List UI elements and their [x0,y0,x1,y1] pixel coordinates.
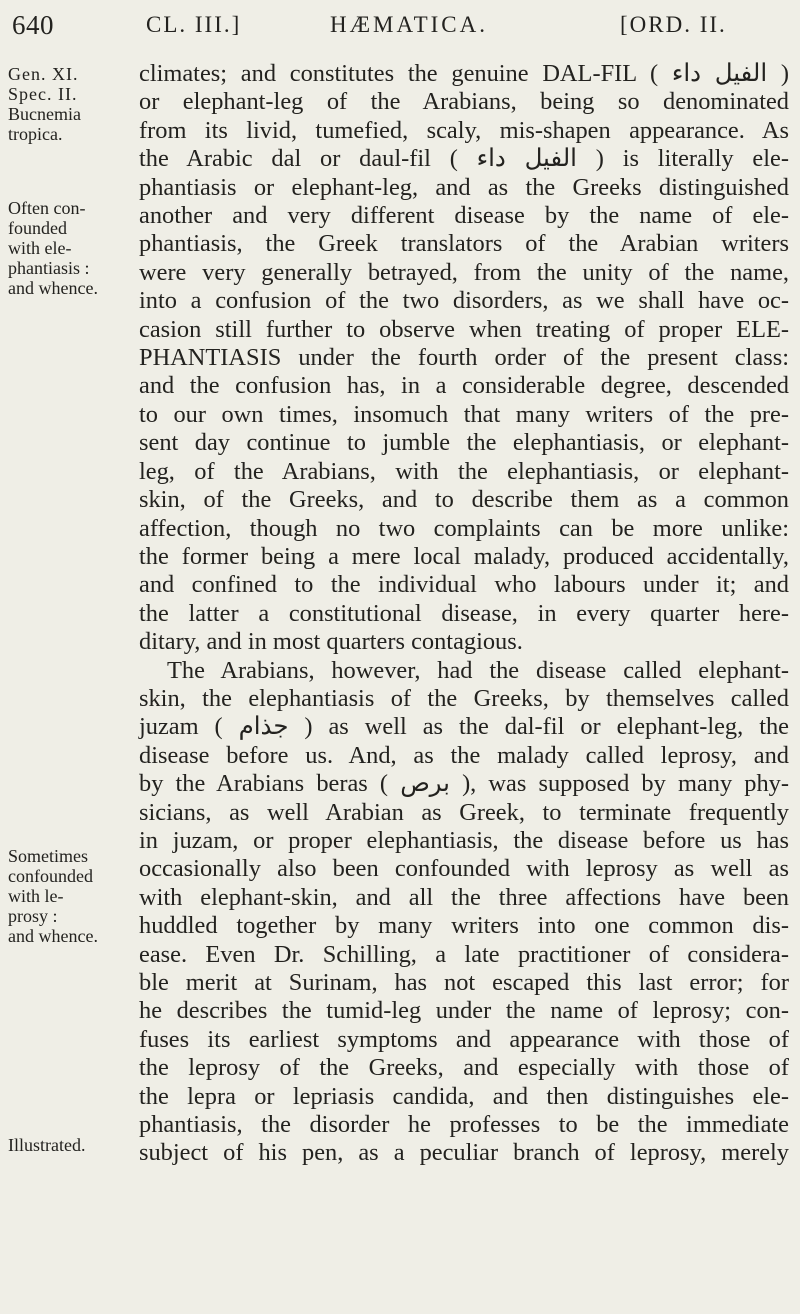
text-line: affection, though no two complaints can be more unlike: [139,514,789,542]
page-number: 640 [12,10,54,40]
margin-line: Illustrated. [8,1135,86,1155]
text-line: occasionally also been confounded with leprosy as well as [139,855,789,883]
margin-line: prosy : [8,906,58,926]
text-line: The Arabians, however, had the disease called elephant- [167,656,789,684]
text-line: by the Arabians beras ( برص ), was supposed by many phy- [139,770,789,798]
margin-note-leprosy [8,846,118,946]
margin-line: tropica. [8,124,63,144]
text-line: from its livid, tumefied, scaly, mis-shapen appearance. As [139,116,789,144]
text-line: ble merit at Surinam, has not escaped this last error; for [139,969,789,996]
margin-line: Sometimes [8,846,88,866]
text-line: with elephant-skin, and all the three affections have been [139,883,789,911]
text-line: into a confusion of the two disorders, as we shall have oc- [139,287,789,315]
running-header [0,10,800,50]
text-line: juzam ( جذام ) as well as the dal-fil or elephant-leg, the [139,713,789,741]
text-line: and confined to the individual who labours under it; and [139,571,789,599]
text-line: were very generally betrayed, from the unity of the name, [139,258,789,286]
margin-line: phantiasis : [8,258,90,278]
paragraph [139,60,789,657]
margin-line: and whence. [8,926,98,946]
text-line: and the confusion has, in a considerable degree, descended [139,372,789,400]
margin-line: confounded [8,866,93,886]
text-line: the latter a constitutional disease, in every quarter here- [139,599,789,627]
text-line: sent day continue to jumble the elephantiasis, or elephant- [139,429,789,457]
text-line: the leprosy of the Greeks, and especially with those of [139,1054,789,1082]
text-line: skin, the elephantiasis of the Greeks, by themselves called [139,684,789,712]
text-line: fuses its earliest symptoms and appearance with those of [139,1025,789,1053]
text-line: ditary, and in most quarters contagious. [139,628,523,656]
body-text [139,60,789,1168]
paragraph [139,657,789,1168]
text-line: subject of his pen, as a peculiar branch of leprosy, merely [139,1139,789,1167]
text-line: skin, of the Greeks, and to describe them as a common [139,486,789,514]
text-line: PHANTIASIS under the fourth order of the present class: [139,344,789,372]
text-line: or elephant-leg of the Arabians, being so denominated [139,88,789,116]
text-line: the Arabic dal or daul-fil ( الفيل داء ) is literally ele- [139,145,789,173]
text-line: he describes the tumid-leg under the name of leprosy; con- [139,997,789,1025]
text-line: another and very different disease by the name of ele- [139,202,789,230]
text-line: the lepra or lepriasis candida, and then distinguishes ele- [139,1082,789,1110]
text-line: the former being a mere local malady, produced accidentally, [139,542,789,570]
chapter-reference: CL. III.] [146,12,242,37]
text-line: leg, of the Arabians, with the elephantiasis, or elephant- [139,457,789,485]
text-line: phantiasis, the disorder he professes to be the immediate [139,1111,789,1139]
text-line: casion still further to observe when treating of proper ELE- [139,315,789,343]
margin-line: with ele- [8,238,72,258]
margin-note-illustrated [8,1135,118,1155]
text-line: ease. Even Dr. Schilling, a late practitioner of considera- [139,940,789,968]
text-line: sicians, as well Arabian as Greek, to terminate frequently [139,798,789,826]
margin-line: Often con- [8,198,86,218]
margin-line: and whence. [8,278,98,298]
margin-note-genus [8,64,118,144]
margin-line: Spec. II. [8,84,78,104]
text-line: to our own times, insomuch that many writers of the pre- [139,400,789,428]
margin-line: founded [8,218,67,238]
text-line: phantiasis or elephant-leg, and as the Greeks distinguished [139,173,789,201]
margin-line: with le- [8,886,64,906]
text-line: phantiasis, the Greek translators of the Arabian writers [139,230,789,258]
margin-note-elephantiasis [8,198,118,298]
margin-line: Gen. XI. [8,64,79,84]
text-line: disease before us. And, as the malady called leprosy, and [139,741,789,769]
text-line: climates; and constitutes the genuine DAL-FIL ( الفيل داء ) [139,60,789,87]
margin-line: Bucnemia [8,104,81,124]
text-line: huddled together by many writers into one common dis- [139,912,789,940]
running-title: HÆMATICA. [330,12,488,37]
text-line: in juzam, or proper elephantiasis, the disease before us has [139,826,789,854]
order-reference: [ORD. II. [620,12,727,37]
